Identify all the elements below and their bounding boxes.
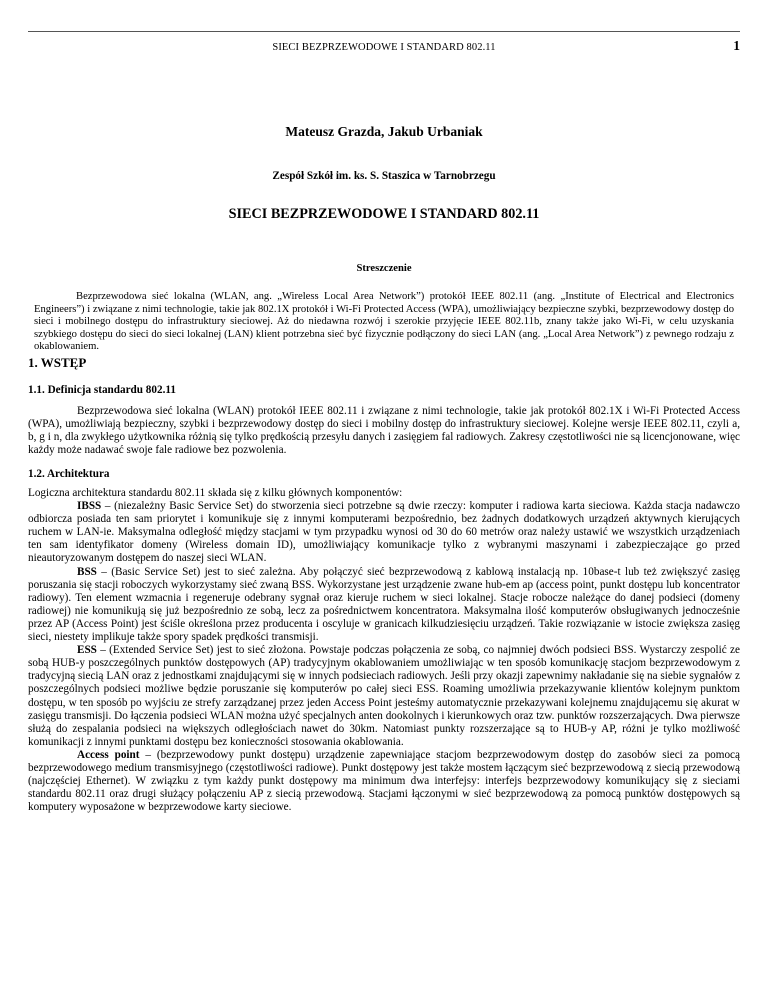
bss-text: – (Basic Service Set) jest to sieć zależna. Aby połączyć sieć bezprzewodową z kablową instalacją np. 10base-t lub też zwiększyć zasięg poruszania się stacji roboczych wykorzystamy sieć zwaną BSS. Wykorzystane jest urządzenie zwane hub-em ap (access point, punkt dostępu lub koncentrator radiowy). Ten element wzmacnia i regeneruje odebrany sygnał oraz kieruje ruchem w sieci lokalnej. Stacje robocze należące do danej podsieci (domeny radiowej) nie komunikują się już bezpośrednio ze sobą, lecz za pośrednictwem koncentratora. Maksymalna ilość komputerów obsługiwanych jednocześnie przez AP (Access Point) jest ściśle określona przez producenta i oscyluje w granicach kilkudziesięciu urządzeń. Takie rozwiązanie w istocie zwiększa zasięg sieci, niestety implikuje także spory spadek prędkości transmisji. [28, 565, 740, 644]
architecture-body [28, 487, 740, 814]
paper-title: SIECI BEZPRZEWODOWE I STANDARD 802.11 [228, 206, 540, 222]
abstract-heading: Streszczenie [356, 263, 412, 274]
section-heading-intro: 1. WSTĘP [28, 355, 87, 370]
bss-paragraph [28, 566, 740, 645]
abstract-text: Bezprzewodowa sieć lokalna (WLAN, ang. „Wireless Local Area Network”) protokół IEEE 802.11 (ang. „Institute of Electrical and Electronics Engineers”) i związane z nimi technologie, takie jak 802.1X protokół i Wi-Fi Protected Access (WPA), umożliwiający bezpieczne szybki, bezprzewodowy dostęp do sieci i mobilnego dostępu do infrastruktury sieciowej. Aż do niedawna rozwój i szerokie przyjęcie IEEE 802.11b, znany także jako Wi-Fi, w celu uzyskania szybkiego dostępu do sieci do sieci lokalnej (LAN) klient potrzebna sieć być fizycznie podłączony do sieci LAN (ang. „Local Area Network”) z pewnego rodzaju z okablowaniem. [34, 291, 734, 353]
ibss-term: IBSS [77, 500, 102, 513]
access-point-paragraph [28, 749, 740, 814]
page-number: 1 [733, 38, 740, 53]
bss-term: BSS [77, 565, 97, 578]
subsection-heading-architecture: 1.2. Architektura [28, 468, 110, 480]
ess-term: ESS [77, 644, 97, 657]
subsection-heading-definition: 1.1. Definicja standardu 802.11 [28, 384, 176, 396]
authors: Mateusz Grazda, Jakub Urbaniak [285, 124, 483, 139]
ibss-paragraph [28, 500, 740, 565]
access-point-text: – (bezprzewodowy punkt dostępu) urządzenie zapewniające stacjom bezprzewodowym dostęp do zasobów sieci za pomocą bezprzewodowego medium transmisyjnego (częstotliwości radiowe). Punkt dostępowy jest także mostem łączącym sieć bezprzewodową z siecią przewodową (najczęściej Ethernet). W związku z tym każdy punkt dostępowy ma minimum dwa interfejsy: interfejs bezprzewodowy komunikujący się z sieciami standardu 802.11 oraz drugi służący połączeniu AP z siecią przewodową. Stacjami łączonymi w sieć bezprzewodową za pomocą punktów dostępowych są komputery wyposażone w bezprzewodowe karty sieciowe. [28, 748, 740, 814]
access-point-term: Access point [77, 748, 140, 761]
ibss-text: – (niezależny Basic Service Set) do stworzenia sieci potrzebne są dwie rzeczy: komputer i radiowa karta sieciowa. Każda stacja nadawczo odbiorcza posiada ten sam priorytet i komunikuje się z innymi komputerami bezpośrednio, bez żadnych dodatkowych urządzeń aktywnych kierujących ruchem w LAN-ie. Maksymalna odległość między stacjami w tym przypadku wynosi od 30 do 60 metrów oraz należy ustawić we wszystkich urządzeniach ten sam identyfikator domeny (Wireless domain ID), umożliwiający komunikacje tylko z wybranymi maszynami i zabezpieczające go przed nieautoryzowanym dostępem do naszej sieci WLAN. [28, 500, 740, 565]
affiliation: Zespół Szkół im. ks. S. Staszica w Tarnobrzegu [272, 170, 496, 182]
definition-paragraph: Bezprzewodowa sieć lokalna (WLAN) protokół IEEE 802.11 i związane z nimi technologie, takie jak protokół 802.1X i Wi-Fi Protected Access (WPA), umożliwiają bezpieczny, szybki i bezprzewodowy dostęp do sieci i mobilny dostęp do infrastruktury sieciowej. Kolejne wersje IEEE 802.11, czyli a, b, g i n, dla zwykłego użytkownika różnią się tylko prędkością przesyłu danych i zasięgiem fal radiowych. Zakresy częstotliwości nie są licencjonowane, więc każdy może nadawać swoje fale radiowe bez pozwolenia. [28, 405, 740, 457]
header-rule [28, 31, 740, 32]
ess-text: – (Extended Service Set) jest to sieć złożona. Powstaje podczas połączenia ze sobą, co najmniej dwóch podsieci BSS. Wystarczy zespolić ze sobą HUB-y poszczególnych punktów dostępowych (AP) tradycyjnym okablowaniem umożliwiając w ten sposób komunikację stacjom bezprzewodowym z tradycyjną siecią LAN oraz z jednostkami znajdującymi się w innych podsieciach radiowych. Jeśli przy okazji zapewnimy nakładanie się na siebie sygnałów z poszczególnych podsieci możliwe będzie poruszanie się komputerów po całej sieci ESS. Roaming umożliwia przekazywanie klientów kolejnym punktom dostępu, w ten sposób po wyjściu ze strefy zarządzanej przez jeden Access Point jesteśmy automatycznie przekazywani kolejnemu znajdującemu się akurat w zasięgu transmisji. Do łączenia podsieci WLAN można użyć specjalnych anten dookolnych i kierunkowych oraz tzw. punktów rozszerzających. Dwa pierwsze służą do zespalania podsieci na większych odległościach nawet do 30km. Natomiast punkty rozszerzające są to HUB-y AP, różni je tylko możliwość komunikacji z innymi punktami dostępu bez konieczności stosowania okablowania. [28, 644, 740, 748]
running-title: SIECI BEZPRZEWODOWE I STANDARD 802.11 [272, 42, 496, 53]
architecture-intro: Logiczna architektura standardu 802.11 składa się z kilku głównych komponentów: [28, 487, 403, 499]
ess-paragraph [28, 644, 740, 749]
